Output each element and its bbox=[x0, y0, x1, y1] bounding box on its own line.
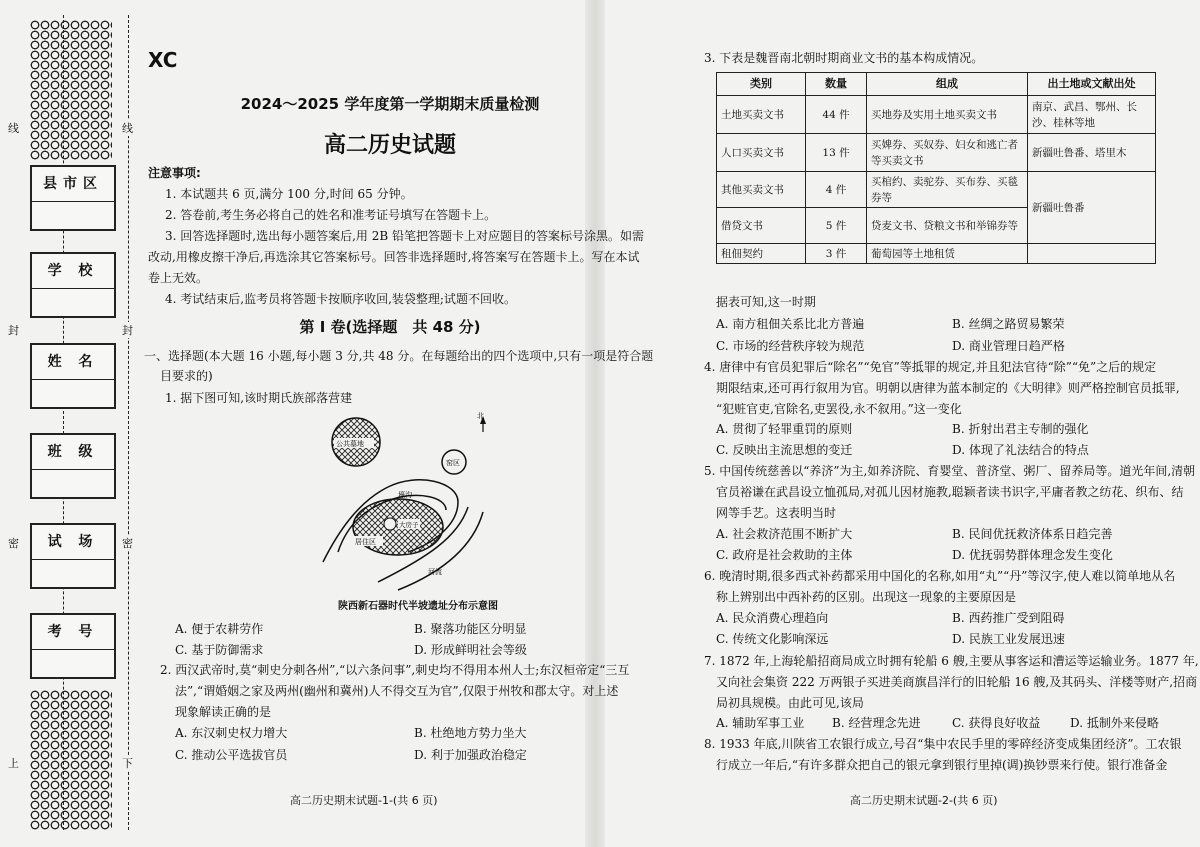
seal-word: 密 bbox=[8, 537, 19, 550]
note-2: 2. 答卷前,考生务必将自己的姓名和准考证号填写在答题卡上。 bbox=[165, 208, 497, 222]
q8-line-2: 行成立一年后,“有许多群众把自己的银元拿到银行里掉(调)换钞票来行使。银行准备金 bbox=[716, 758, 1168, 772]
note-1: 1. 本试题共 6 页,满分 100 分,时间 65 分钟。 bbox=[165, 187, 413, 201]
q4-line-1: 4. 唐律中有官员犯罪后“除名”“免官”等抵罪的规定,并且犯法官待“除”“免”之后的规定 bbox=[704, 360, 1157, 374]
table-cell: 新疆吐鲁番、塔里木 bbox=[1028, 134, 1156, 172]
q2-stem: 2. 西汉武帝时,莫“刺史分刺各州”,“以六条问事”,刺史均不得用本州人士;东汉桓帝定“三互 bbox=[160, 663, 630, 677]
table-cell: 借贷文书 bbox=[717, 208, 806, 244]
kiln-label: 窑区 bbox=[446, 459, 460, 467]
table-cell: 3 件 bbox=[806, 244, 867, 264]
house-marker bbox=[384, 518, 396, 530]
q2-stem-cont2: 现象解读正确的是 bbox=[175, 705, 272, 719]
field-exam-room[interactable]: 试 场 bbox=[30, 523, 116, 589]
seal-word: 上 bbox=[8, 757, 19, 770]
seal-line-right bbox=[128, 15, 129, 830]
q6-option-a[interactable]: A. 民众消费心理趋向 bbox=[716, 611, 829, 625]
table-header: 组成 bbox=[867, 73, 1028, 96]
q6-line-1: 6. 晚清时期,很多西式补药都采用中国化的名称,如用“丸”“丹”等汉字,使人难以简单地从名 bbox=[704, 569, 1176, 583]
table-header-row bbox=[717, 73, 1156, 96]
moat-label: 壕沟 bbox=[398, 491, 412, 499]
q6-line-2: 称上辨别出中西补药的区别。出现这一现象的主要原因是 bbox=[716, 590, 1017, 604]
footer-page-1: 高二历史期末试题-1-(共 6 页) bbox=[290, 794, 438, 807]
notes-heading: 注意事项: bbox=[148, 166, 201, 180]
table-cell: 买地券及实用土地买卖文书 bbox=[867, 96, 1028, 134]
table-cell: 买婢券、买奴券、妇女和逃亡者等买卖文书 bbox=[867, 134, 1028, 172]
answer-dots-top bbox=[30, 20, 112, 160]
table-cell: 租佃契约 bbox=[717, 244, 806, 264]
q6-option-c[interactable]: C. 传统文化影响深远 bbox=[716, 632, 829, 646]
field-county[interactable]: 县市区 bbox=[30, 165, 116, 231]
q3-option-a[interactable]: A. 南方租佃关系比北方普遍 bbox=[716, 317, 865, 331]
q6-option-b[interactable]: B. 西药推广受到阻碍 bbox=[952, 611, 1065, 625]
table-row bbox=[717, 244, 1156, 264]
part1-title: 第 Ⅰ 卷(选择题 共 48 分) bbox=[299, 318, 481, 336]
section-intro-cont: 目要求的) bbox=[160, 369, 213, 383]
field-name[interactable]: 姓 名 bbox=[30, 343, 116, 409]
q5-option-c[interactable]: C. 政府是社会救助的主体 bbox=[716, 548, 853, 562]
note-3-cont2: 卷上无效。 bbox=[148, 271, 209, 285]
seal-word: 密 bbox=[122, 537, 133, 550]
table-cell: 葡萄园等土地租赁 bbox=[867, 244, 1028, 264]
table-cell: 贷麦文书、贷粮文书和举锦券等 bbox=[867, 208, 1028, 244]
table-header: 数量 bbox=[806, 73, 867, 96]
q4-option-d[interactable]: D. 体现了礼法结合的特点 bbox=[952, 443, 1089, 457]
q8-line-1: 8. 1933 年底,川陕省工农银行成立,号召“集中农民手里的零碎经济变成集团经济”。工农银 bbox=[704, 737, 1182, 751]
table-row bbox=[717, 172, 1156, 208]
q5-line-1: 5. 中国传统慈善以“养济”为主,如养济院、育婴堂、普济堂、粥厂、留养局等。道光年间,清朝 bbox=[704, 464, 1196, 478]
map-caption: 陕西新石器时代半坡遗址分布示意图 bbox=[338, 601, 498, 612]
q3-lead: 据表可知,这一时期 bbox=[716, 295, 816, 309]
banpo-map bbox=[318, 412, 518, 592]
q2-option-b[interactable]: B. 杜绝地方势力坐大 bbox=[414, 726, 527, 740]
field-school[interactable]: 学 校 bbox=[30, 252, 116, 318]
table-cell: 其他买卖文书 bbox=[717, 172, 806, 208]
q3-option-b[interactable]: B. 丝绸之路贸易繁荣 bbox=[952, 317, 1065, 331]
q2-option-d[interactable]: D. 利于加强政治稳定 bbox=[414, 748, 527, 762]
q7-option-a[interactable]: A. 辅助军事工业 bbox=[716, 716, 805, 730]
q4-line-3: “犯赃官吏,官除名,吏罢役,永不叙用。”这一变化 bbox=[716, 402, 962, 416]
table-cell: 4 件 bbox=[806, 172, 867, 208]
q2-stem-cont: 法”,“谓婚姻之家及两州(幽州和冀州)人不得交互为官”,仅限于州牧和郡太守。对上述 bbox=[175, 684, 619, 698]
q1-option-c[interactable]: C. 基于防御需求 bbox=[175, 643, 264, 657]
field-exam-number[interactable]: 考 号 bbox=[30, 613, 116, 679]
q5-option-d[interactable]: D. 优抚弱势群体理念发生变化 bbox=[952, 548, 1113, 562]
note-3: 3. 回答选择题时,选出每小题答案后,用 2B 铅笔把答题卡上对应题目的答案标号涂黑。如需 bbox=[165, 229, 644, 243]
binding-margin bbox=[0, 0, 140, 847]
subject-title: 高二历史试题 bbox=[323, 133, 456, 158]
residence-label: 居住区 bbox=[355, 538, 376, 546]
q1-option-b[interactable]: B. 聚落功能区分明显 bbox=[414, 622, 527, 636]
q5-line-2: 官员裕谦在武昌设立恤孤局,对孤儿因材施教,聪颖者读书识字,平庸者教之纺花、织布、结 bbox=[716, 485, 1184, 499]
page-fold bbox=[585, 0, 605, 847]
q1-option-a[interactable]: A. 便于农耕劳作 bbox=[175, 622, 264, 636]
table-cell: 土地买卖文书 bbox=[717, 96, 806, 134]
q1-stem: 1. 据下图可知,该时期氏族部落营建 bbox=[165, 391, 353, 405]
q7-option-c[interactable]: C. 获得良好收益 bbox=[952, 716, 1041, 730]
table-row bbox=[717, 134, 1156, 172]
river-label: 河流 bbox=[428, 568, 442, 576]
q5-line-3: 网等手艺。这表明当时 bbox=[716, 506, 837, 520]
q4-option-a[interactable]: A. 贯彻了轻罪重罚的原则 bbox=[716, 422, 853, 436]
table-header: 类别 bbox=[717, 73, 806, 96]
q7-option-b[interactable]: B. 经营理念先进 bbox=[832, 716, 921, 730]
q5-option-b[interactable]: B. 民间优抚救济体系日趋完善 bbox=[952, 527, 1113, 541]
table-cell: 44 件 bbox=[806, 96, 867, 134]
exam-title: 2024～2025 学年度第一学期期末质量检测 bbox=[240, 95, 540, 113]
seal-word: 下 bbox=[122, 757, 133, 770]
q7-option-d[interactable]: D. 抵制外来侵略 bbox=[1070, 716, 1159, 730]
seal-word: 封 bbox=[8, 324, 19, 337]
seal-word: 封 bbox=[122, 324, 133, 337]
note-3-cont: 改动,用橡皮擦干净后,再选涂其它答案标号。回答非选择题时,将答案写在答题卡上。写在本试 bbox=[148, 250, 640, 264]
house-label: 大房子 bbox=[399, 521, 419, 529]
q7-line-3: 局初具规模。由此可见,该局 bbox=[716, 696, 864, 710]
field-class[interactable]: 班 级 bbox=[30, 433, 116, 499]
q3-option-d[interactable]: D. 商业管理日趋严格 bbox=[952, 339, 1065, 353]
q3-stem: 3. 下表是魏晋南北朝时期商业文书的基本构成情况。 bbox=[704, 51, 984, 65]
paper-code: XC bbox=[148, 48, 178, 72]
seal-word: 线 bbox=[8, 122, 19, 135]
seal-word: 线 bbox=[122, 122, 133, 135]
q4-option-b[interactable]: B. 折射出君主专制的强化 bbox=[952, 422, 1089, 436]
q7-line-2: 又向社会集资 222 万两银子买进美商旗昌洋行的旧轮船 16 艘,及其码头、洋楼等财产,招商 bbox=[716, 675, 1198, 689]
table-cell: 新疆吐鲁番 bbox=[1028, 172, 1156, 244]
table-cell: 5 件 bbox=[806, 208, 867, 244]
q3-option-c[interactable]: C. 市场的经营秩序较为规范 bbox=[716, 339, 865, 353]
table-row bbox=[717, 96, 1156, 134]
table-cell: 13 件 bbox=[806, 134, 867, 172]
answer-dots-bottom bbox=[30, 690, 112, 830]
table-cell: 买棺约、卖驼券、买布券、买毯券等 bbox=[867, 172, 1028, 208]
q5-option-a[interactable]: A. 社会救济范围不断扩大 bbox=[716, 527, 853, 541]
note-4: 4. 考试结束后,监考员将答题卡按顺序收回,装袋整理;试题不回收。 bbox=[165, 292, 516, 306]
cemetery-label: 公共墓地 bbox=[336, 440, 364, 448]
table-cell: 南京、武昌、鄂州、长沙、桂林等地 bbox=[1028, 96, 1156, 134]
q4-option-c[interactable]: C. 反映出主流思想的变迁 bbox=[716, 443, 853, 457]
q1-option-d[interactable]: D. 形成鲜明社会等级 bbox=[414, 643, 527, 657]
q2-option-a[interactable]: A. 东汉刺史权力增大 bbox=[175, 726, 288, 740]
q3-table bbox=[716, 72, 1156, 264]
q2-option-c[interactable]: C. 推动公平选拔官员 bbox=[175, 748, 288, 762]
table-cell bbox=[1028, 244, 1156, 264]
section-intro: 一、选择题(本大题 16 小题,每小题 3 分,共 48 分。在每题给出的四个选项中,只有一项是符合题 bbox=[144, 349, 654, 363]
north-label: 北 bbox=[477, 412, 484, 420]
table-header: 出土地或文献出处 bbox=[1028, 73, 1156, 96]
table-cell: 人口买卖文书 bbox=[717, 134, 806, 172]
footer-page-2: 高二历史期末试题-2-(共 6 页) bbox=[850, 794, 998, 807]
q4-line-2: 期限结束,还可再行叙用为官。明朝以唐律为蓝本制定的《大明律》则严格控制官员抵罪, bbox=[716, 381, 1180, 395]
q6-option-d[interactable]: D. 民族工业发展迅速 bbox=[952, 632, 1065, 646]
q7-line-1: 7. 1872 年,上海轮船招商局成立时拥有轮船 6 艘,主要从事客运和漕运等运输业务。1877 年, bbox=[704, 654, 1199, 668]
